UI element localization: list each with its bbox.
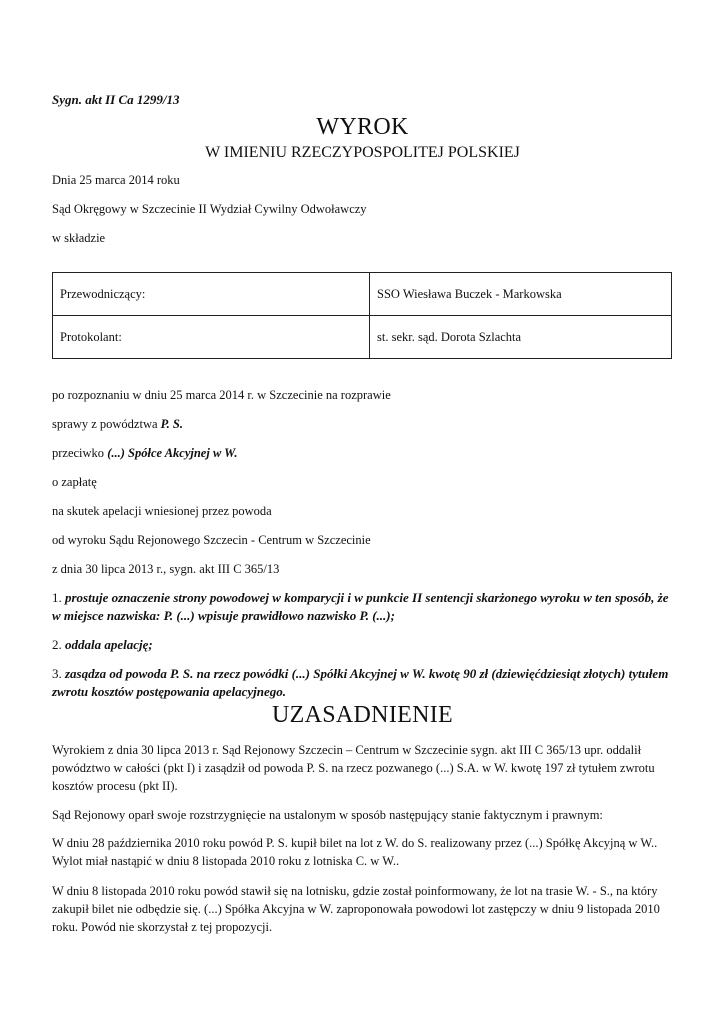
justification-paragraph: Sąd Rejonowy oparł swoje rozstrzygnięcie na ustalonym w sposób następujący stanie faktycznym i prawnym: [52, 808, 603, 822]
table-row [53, 316, 672, 359]
plaintiff-prefix: sprawy z powództwa [52, 417, 161, 431]
composition-intro: w składzie [52, 231, 106, 245]
ruling-item-number: 3. [52, 666, 65, 681]
ruling-item-2 [52, 636, 677, 654]
person-cell: st. sekr. sąd. Dorota Szlachta [370, 316, 672, 359]
justification-paragraph: Wyrokiem z dnia 30 lipca 2013 r. Sąd Rejonowy Szczecin – Centrum w Szczecinie sygn. akt III C 365/13 upr. oddalił powództwo w całości (pkt I) i zasądził od powoda P. S. na rzecz pozwanego (...) S.A. w W. kwotę 197 zł tytułem zwrotu kosztów procesu (pkt II). [52, 743, 655, 793]
proceedings-line: po rozpoznaniu w dniu 25 marca 2014 r. w Szczecinie na rozprawie [52, 388, 391, 402]
ruling-item-number: 1. [52, 590, 65, 605]
ruling-item-text: oddala apelację; [65, 637, 153, 652]
justification-heading: UZASADNIENIE [272, 702, 453, 728]
document-title: WYROK [316, 114, 409, 140]
case-number: Sygn. akt II Ca 1299/13 [52, 92, 180, 107]
person-cell: SSO Wiesława Buczek - Markowska [370, 273, 672, 316]
lower-court-line: od wyroku Sądu Rejonowego Szczecin - Centrum w Szczecinie [52, 533, 371, 547]
composition-table [52, 272, 672, 359]
subject-line: o zapłatę [52, 475, 97, 489]
ruling-item-1 [52, 589, 677, 625]
plaintiff-name: P. S. [160, 417, 184, 431]
role-cell: Protokolant: [53, 316, 370, 359]
court-name: Sąd Okręgowy w Szczecinie II Wydział Cywilny Odwoławczy [52, 202, 367, 216]
ruling-item-text: zasądza od powoda P. S. na rzecz powódki (...) Spółki Akcyjnej w W. kwotę 90 zł (dziewięćdziesiąt złotych) tytułem zwrotu kosztów postępowania apelacyjnego. [52, 666, 669, 699]
appeal-line: na skutek apelacji wniesionej przez powoda [52, 504, 272, 518]
ruling-item-3 [52, 665, 677, 701]
ruling-item-number: 2. [52, 637, 65, 652]
plaintiff-line [52, 417, 183, 432]
defendant-name: (...) Spółce Akcyjnej w W. [107, 446, 238, 460]
justification-paragraph: W dniu 28 października 2010 roku powód P. S. kupił bilet na lot z W. do S. realizowany przez (...) Spółkę Akcyjną w W.. Wylot miał nastąpić w dniu 8 listopada 2010 roku z lotniska C. w W.. [52, 836, 658, 868]
judgment-date: Dnia 25 marca 2014 roku [52, 173, 180, 187]
document-subtitle: W IMIENIU RZECZYPOSPOLITEJ POLSKIEJ [205, 144, 520, 161]
defendant-line [52, 446, 238, 461]
table-row [53, 273, 672, 316]
role-cell: Przewodniczący: [53, 273, 370, 316]
ruling-item-text: prostuje oznaczenie strony powodowej w komparycji i w punkcie II sentencji skarżonego wyroku w ten sposób, że w miejsce nazwiska: P. (...) wpisuje prawidłowo nazwisko P. (...); [52, 590, 669, 623]
lower-judgment-line: z dnia 30 lipca 2013 r., sygn. akt III C 365/13 [52, 562, 280, 576]
justification-paragraph: W dniu 8 listopada 2010 roku powód stawił się na lotnisku, gdzie został poinformowany, że lot na trasie W. - S., na który zakupił bilet nie odbędzie się. (...) Spółka Akcyjna w W. zaproponowała powodowi lot zastępczy w dniu 9 listopada 2010 roku. Powód nie skorzystał z tej propozycji. [52, 884, 660, 934]
defendant-prefix: przeciwko [52, 446, 108, 460]
